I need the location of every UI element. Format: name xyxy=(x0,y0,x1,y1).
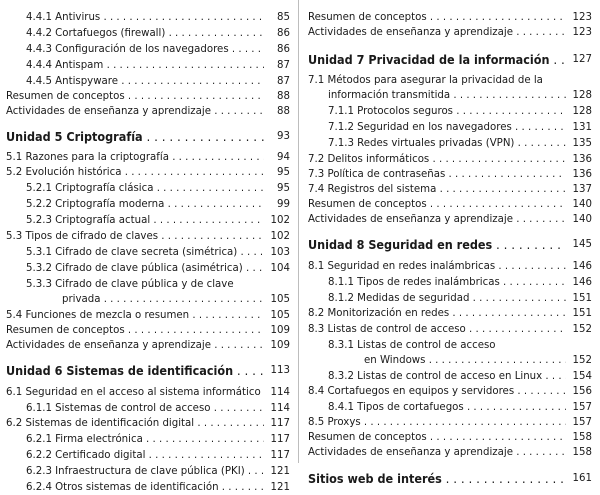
toc-page-number: 114 xyxy=(266,385,290,400)
toc-page-number: 102 xyxy=(266,229,290,244)
toc-entry xyxy=(6,150,290,165)
toc-entry xyxy=(308,338,592,353)
toc-page-number: 117 xyxy=(266,448,290,463)
toc-page-number: 128 xyxy=(568,104,592,119)
toc-entry-title: Resumen de conceptos . . . xyxy=(6,89,264,104)
toc-entry xyxy=(308,369,592,384)
toc-entry xyxy=(6,448,290,463)
toc-entry-title: Actividades de enseñanza y aprendizaje . . . xyxy=(308,212,566,227)
toc-entry-title: Actividades de enseñanza y aprendizaje . . . xyxy=(308,445,566,460)
toc-page-number: 161 xyxy=(568,470,592,488)
toc-entry-title: 7.1.1 Protocolos seguros . . . xyxy=(328,104,566,119)
toc-entry-title: en Windows . . . xyxy=(364,353,566,368)
toc-entry xyxy=(308,73,592,88)
toc-entry xyxy=(308,275,592,290)
toc-page-number: 88 xyxy=(266,89,290,104)
toc-page-number: 86 xyxy=(266,26,290,41)
toc-entry xyxy=(6,26,290,41)
toc-entry xyxy=(308,167,592,182)
toc-entry-title: 8.3.2 Listas de control de acceso en Linux . . . xyxy=(328,369,566,384)
toc-entry-title: 8.3 Listas de control de acceso . . . xyxy=(308,322,566,337)
toc-page-number: 152 xyxy=(568,322,592,337)
toc-page-number: 128 xyxy=(568,88,592,103)
toc-page-number: 135 xyxy=(568,136,592,151)
toc-entry xyxy=(308,306,592,321)
toc-entry xyxy=(6,323,290,338)
toc-page-number: 105 xyxy=(266,292,290,307)
toc-entry-title: Actividades de enseñanza y aprendizaje . . . xyxy=(6,104,264,119)
toc-entry xyxy=(308,400,592,415)
toc-entry xyxy=(6,229,290,244)
toc-page-number: 104 xyxy=(266,261,290,276)
toc-entry xyxy=(6,416,290,431)
toc-entry xyxy=(308,120,592,135)
toc-entry-title: 8.5 Proxys . . . xyxy=(308,415,566,430)
toc-entry xyxy=(308,104,592,119)
toc-page-number: 95 xyxy=(266,165,290,180)
toc-entry xyxy=(308,212,592,227)
toc-entry-title xyxy=(308,470,566,488)
toc-entry xyxy=(308,88,592,103)
toc-entry-title: 8.1.1 Tipos de redes inalámbricas . . . xyxy=(328,275,566,290)
toc-page-number: 151 xyxy=(568,291,592,306)
toc-page-number: 109 xyxy=(266,323,290,338)
toc-entry xyxy=(308,353,592,368)
toc-entry-title xyxy=(308,236,566,254)
toc-page-number: 136 xyxy=(568,167,592,182)
toc-entry xyxy=(6,464,290,479)
toc-page-number: 85 xyxy=(266,10,290,25)
toc-page-number: 86 xyxy=(266,42,290,57)
toc-entry-title: 4.4.5 Antispyware . . . xyxy=(26,74,264,89)
toc-entry xyxy=(6,261,290,276)
toc-entry-title: 8.2 Monitorización en redes . . . xyxy=(308,306,566,321)
toc-page-number: 99 xyxy=(266,197,290,212)
toc-page-number: 123 xyxy=(568,10,592,25)
toc-entry-title: privada . . . xyxy=(62,292,264,307)
toc-entry xyxy=(6,58,290,73)
toc-entry-title: 7.4 Registros del sistema . . . xyxy=(308,182,566,197)
toc-page-number: 131 xyxy=(568,120,592,135)
toc-entry xyxy=(6,213,290,228)
toc-entry-title: Resumen de conceptos . . . xyxy=(6,323,264,338)
toc-entry-title: 5.1 Razones para la criptografía . . . xyxy=(6,150,264,165)
toc-page-number: 152 xyxy=(568,353,592,368)
toc-entry-title: 6.2 Sistemas de identificación digital . . . xyxy=(6,416,264,431)
toc-entry xyxy=(308,430,592,445)
toc-page-number: 136 xyxy=(568,152,592,167)
toc-entry-title: 5.3 Tipos de cifrado de claves . . . xyxy=(6,229,264,244)
toc-entry-title: 8.4.1 Tipos de cortafuegos . . . xyxy=(328,400,566,415)
toc-page-number: 140 xyxy=(568,197,592,212)
toc-page-number: 121 xyxy=(266,480,290,495)
toc-entry-title: 8.3.1 Listas de control de acceso xyxy=(328,340,496,351)
toc-page-number: 114 xyxy=(266,401,290,416)
toc-entry xyxy=(6,10,290,25)
toc-page-number: 127 xyxy=(568,51,592,69)
toc-entry-title: 6.2.3 Infraestructura de clave pública (PKI) . . . xyxy=(26,464,264,479)
toc-entry-title: Resumen de conceptos . . . xyxy=(308,197,566,212)
toc-page-number: 137 xyxy=(568,182,592,197)
toc-page-number: 105 xyxy=(266,308,290,323)
toc-page-number: 113 xyxy=(266,362,290,380)
toc-entry-title: 7.1 Métodos para asegurar la privacidad de la xyxy=(308,75,543,86)
toc-entry-title: 4.4.2 Cortafuegos (firewall) . . . xyxy=(26,26,264,41)
toc-page-number: 154 xyxy=(568,369,592,384)
toc-page-number: 151 xyxy=(568,306,592,321)
toc-entry xyxy=(6,432,290,447)
toc-entry xyxy=(6,42,290,57)
toc-entry-title: 6.1.1 Sistemas de control de acceso . . . xyxy=(26,401,264,416)
toc-page-number: 121 xyxy=(266,464,290,479)
column-divider xyxy=(298,0,299,463)
toc-unit-heading xyxy=(308,51,592,69)
toc-entry-title: 5.2.1 Criptografía clásica . . . xyxy=(26,181,264,196)
toc-entry xyxy=(308,259,592,274)
toc-page-number: 88 xyxy=(266,104,290,119)
toc-entry xyxy=(6,165,290,180)
toc-page-number: 145 xyxy=(568,236,592,254)
toc-page-number: 93 xyxy=(266,128,290,146)
toc-page-number: 157 xyxy=(568,415,592,430)
toc-entry-title: 5.3.1 Cifrado de clave secreta (simétrica) . . . xyxy=(26,245,264,260)
toc-page-number: 87 xyxy=(266,74,290,89)
toc-entry xyxy=(308,415,592,430)
toc-page-number: 157 xyxy=(568,400,592,415)
toc-page-number: 158 xyxy=(568,430,592,445)
toc-page-number: 146 xyxy=(568,275,592,290)
toc-entry xyxy=(6,385,290,400)
toc-unit-title: Unidad 8 Seguridad en redes xyxy=(308,237,493,252)
toc-entry xyxy=(308,445,592,460)
toc-page-number: 146 xyxy=(568,259,592,274)
toc-entry-title: Resumen de conceptos . . . xyxy=(308,10,566,25)
toc-entry-title: 5.4 Funciones de mezcla o resumen . . . xyxy=(6,308,264,323)
toc-entry xyxy=(6,308,290,323)
toc-unit-title: Unidad 7 Privacidad de la información xyxy=(308,52,550,67)
toc-entry xyxy=(6,245,290,260)
toc-entry xyxy=(308,322,592,337)
toc-entry xyxy=(308,152,592,167)
toc-entry-title: 6.1 Seguridad en el acceso al sistema informático . . . xyxy=(6,385,264,400)
toc-page-number: 103 xyxy=(266,245,290,260)
toc-entry xyxy=(6,104,290,119)
toc-page-number: 95 xyxy=(266,181,290,196)
toc-entry-title: 4.4.1 Antivirus . . . xyxy=(26,10,264,25)
toc-entry xyxy=(308,25,592,40)
toc-entry-title: 4.4.4 Antispam . . . xyxy=(26,58,264,73)
toc-page-number: 140 xyxy=(568,212,592,227)
toc-entry-title: 5.2.2 Criptografía moderna . . . xyxy=(26,197,264,212)
toc-page-number: 158 xyxy=(568,445,592,460)
toc-entry xyxy=(6,277,290,292)
toc-page-number: 87 xyxy=(266,58,290,73)
toc-entry-title: 5.3.2 Cifrado de clave pública (asimétrica) . . . xyxy=(26,261,264,276)
toc-page-number: 94 xyxy=(266,150,290,165)
toc-entry-title xyxy=(308,51,566,69)
toc-entry-title: 8.4 Cortafuegos en equipos y servidores . . . xyxy=(308,384,566,399)
toc-entry xyxy=(6,197,290,212)
toc-entry-title: 6.2.4 Otros sistemas de identificación . . . xyxy=(26,480,264,495)
toc-entry-title: 7.1.3 Redes virtuales privadas (VPN) . . . xyxy=(328,136,566,151)
toc-entry xyxy=(308,136,592,151)
toc-entry-title: 5.2 Evolución histórica . . . xyxy=(6,165,264,180)
toc-entry xyxy=(6,338,290,353)
toc-entry-title: 5.3.3 Cifrado de clave pública y de clave xyxy=(26,279,234,290)
toc-entry-title: información transmitida . . . xyxy=(328,88,566,103)
toc-unit-title: Sitios web de interés xyxy=(308,471,442,486)
toc-entry xyxy=(308,384,592,399)
toc-unit-heading xyxy=(308,236,592,254)
toc-entry-title: Actividades de enseñanza y aprendizaje . . . xyxy=(6,338,264,353)
toc-entry xyxy=(308,197,592,212)
toc-entry xyxy=(6,74,290,89)
toc-unit-heading xyxy=(6,128,290,146)
toc-entry-title: 6.2.1 Firma electrónica . . . xyxy=(26,432,264,447)
toc-entry-title: Actividades de enseñanza y aprendizaje . . . xyxy=(308,25,566,40)
toc-entry-title xyxy=(6,128,264,146)
toc-entry xyxy=(308,182,592,197)
toc-entry-title: 7.3 Política de contraseñas . . . xyxy=(308,167,566,182)
toc-entry-title: 4.4.3 Configuración de los navegadores . . . xyxy=(26,42,264,57)
toc-entry xyxy=(308,10,592,25)
toc-unit-heading xyxy=(308,470,592,488)
toc-page-number: 102 xyxy=(266,213,290,228)
toc-unit-title: Unidad 5 Criptografía xyxy=(6,129,143,144)
toc-entry xyxy=(6,480,290,495)
toc-page-number: 109 xyxy=(266,338,290,353)
toc-unit-heading xyxy=(6,362,290,380)
toc-entry xyxy=(6,401,290,416)
toc-entry xyxy=(6,89,290,104)
toc-entry xyxy=(308,291,592,306)
toc-entry-title: 7.2 Delitos informáticos . . . xyxy=(308,152,566,167)
toc-page-number: 117 xyxy=(266,432,290,447)
toc-page-number: 117 xyxy=(266,416,290,431)
toc-entry-title: 8.1.2 Medidas de seguridad . . . xyxy=(328,291,566,306)
toc-entry xyxy=(6,292,290,307)
toc-entry xyxy=(6,181,290,196)
toc-entry-title: Resumen de conceptos . . . xyxy=(308,430,566,445)
toc-entry-title: 5.2.3 Criptografía actual . . . xyxy=(26,213,264,228)
toc-unit-title: Unidad 6 Sistemas de identificación xyxy=(6,363,234,378)
toc-page-number: 156 xyxy=(568,384,592,399)
toc-entry-title: 8.1 Seguridad en redes inalámbricas . . . xyxy=(308,259,566,274)
toc-entry-title: 6.2.2 Certificado digital . . . xyxy=(26,448,264,463)
toc-page-number: 123 xyxy=(568,25,592,40)
toc-entry-title xyxy=(6,362,264,380)
toc-entry-title: 7.1.2 Seguridad en los navegadores . . . xyxy=(328,120,566,135)
